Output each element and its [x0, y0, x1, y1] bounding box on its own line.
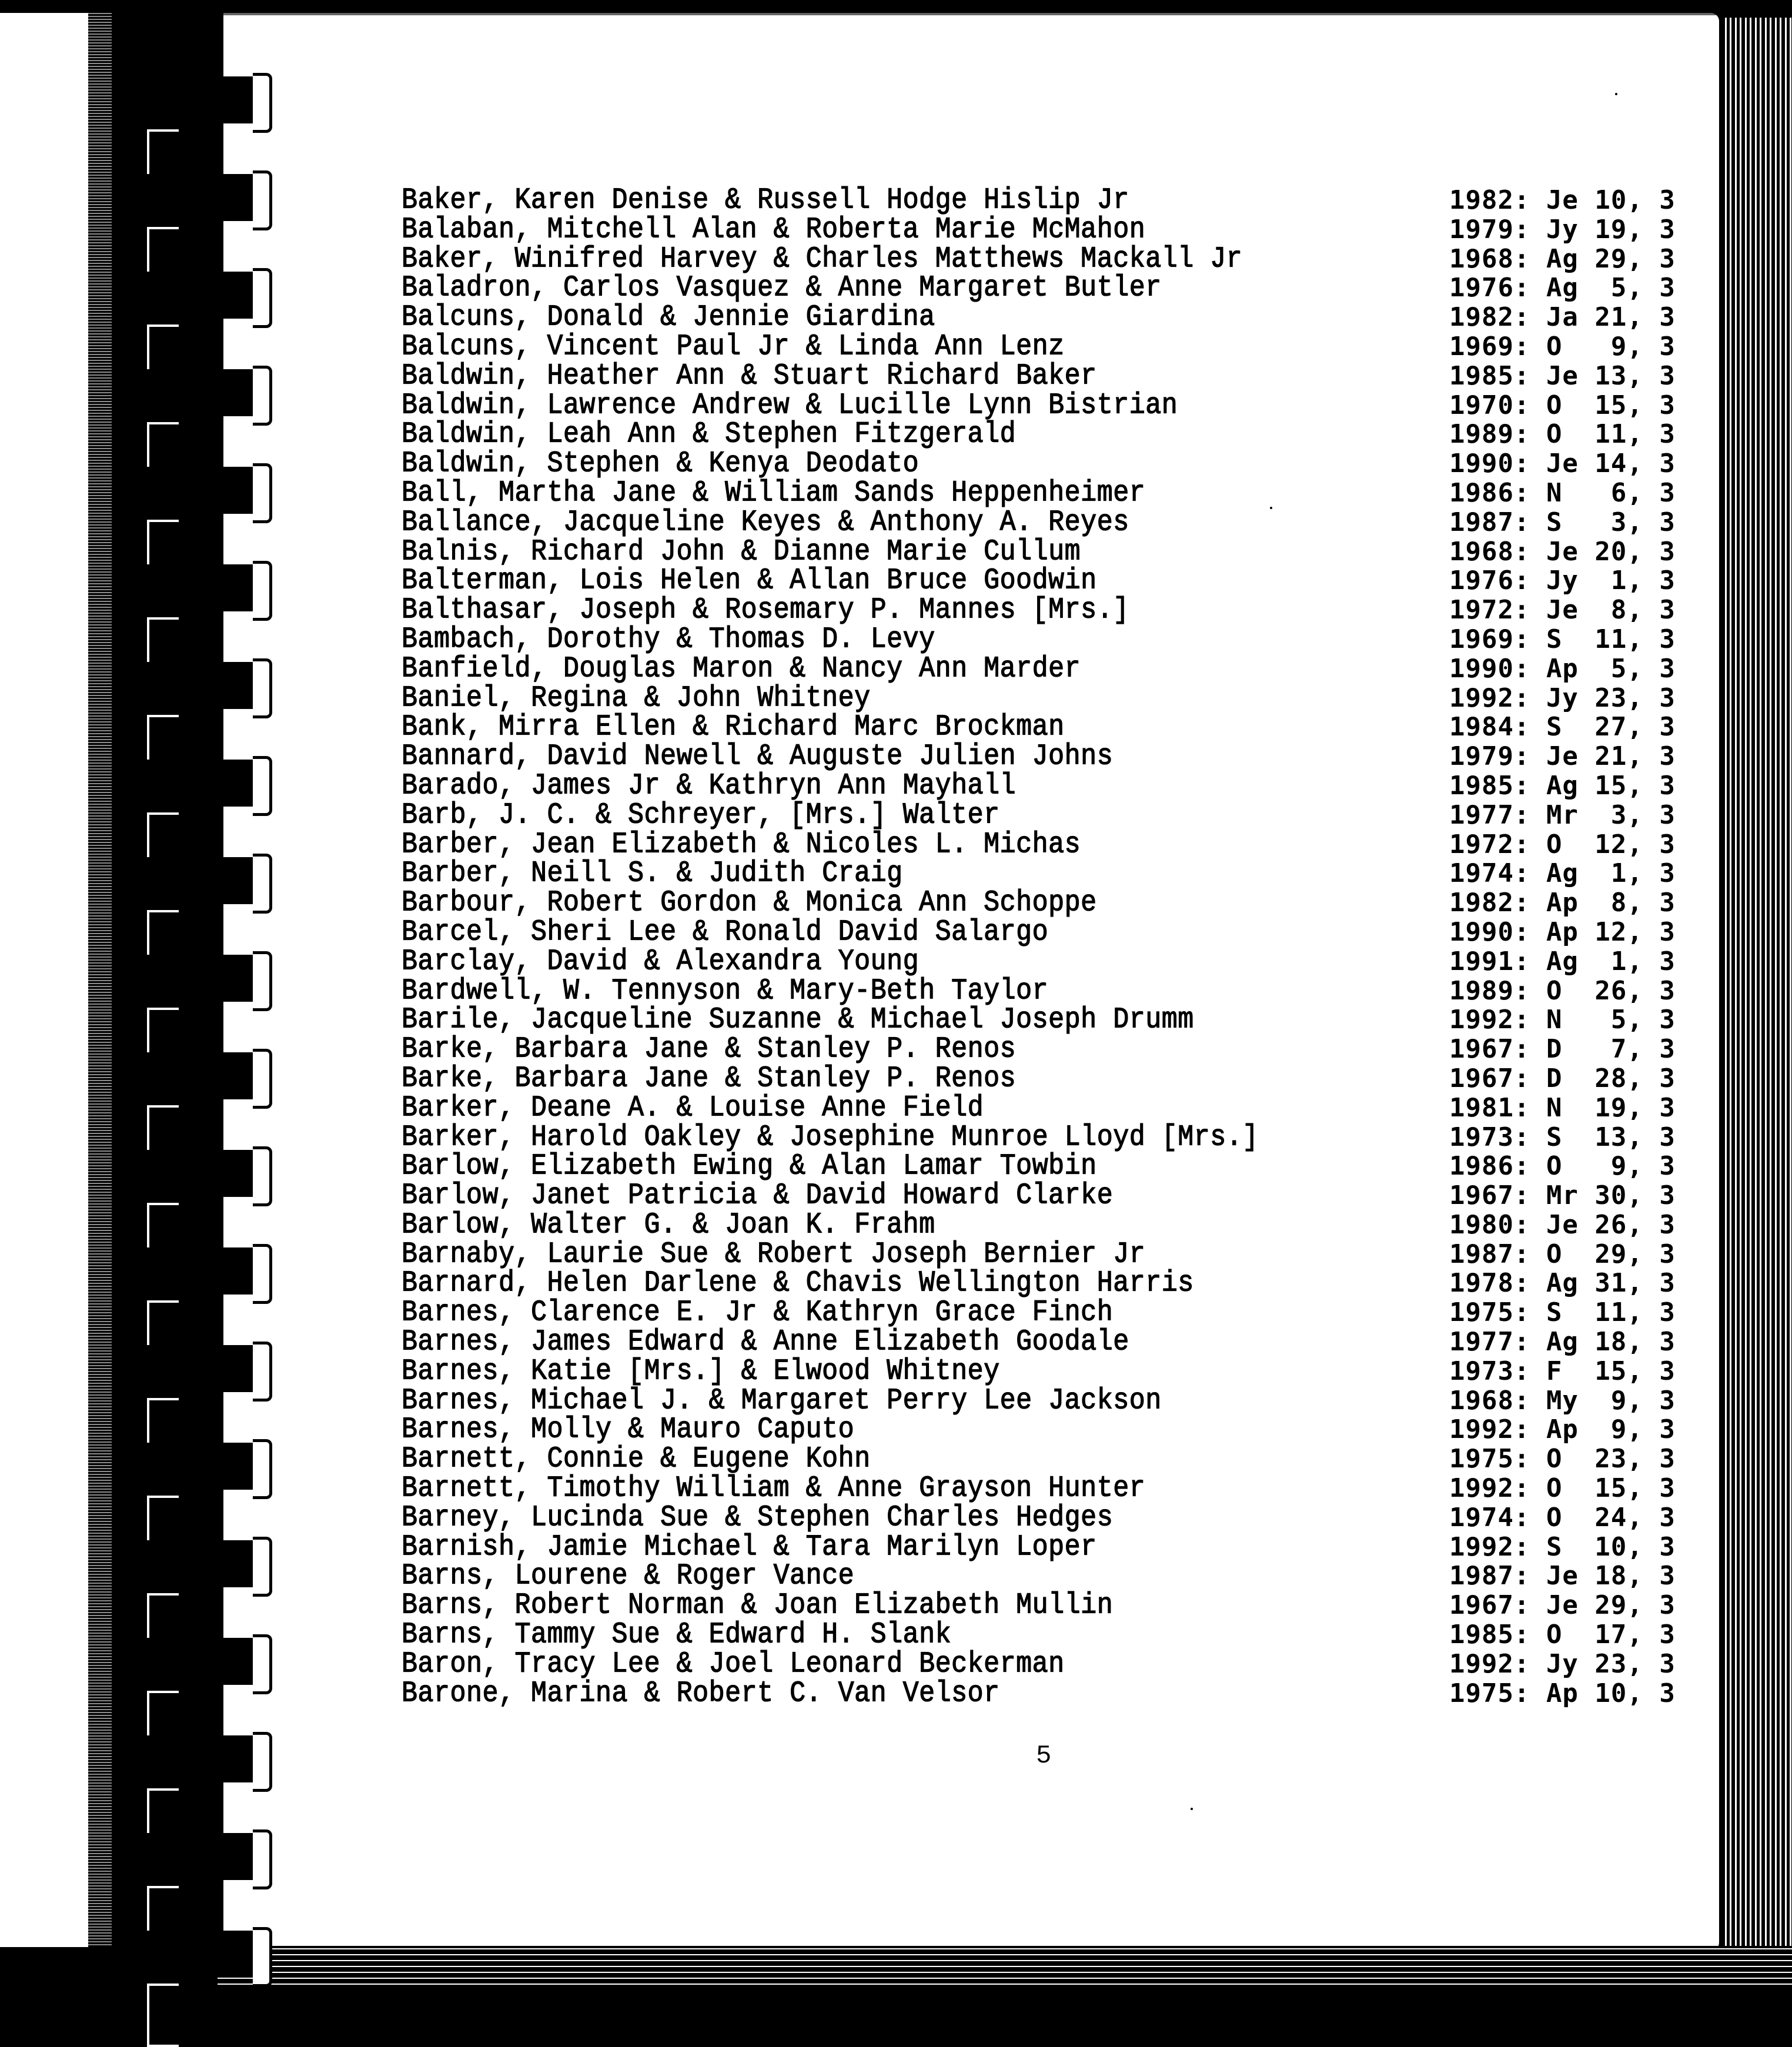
index-entry [402, 1324, 1719, 1359]
coil-loop [253, 1537, 272, 1597]
coil-loop [253, 1244, 272, 1304]
index-entry [402, 768, 1719, 802]
entry-date-reference: 1975: S 11, 3 [1449, 1297, 1676, 1328]
coil-loop [253, 561, 272, 621]
entry-date-reference: 1972: O 12, 3 [1449, 829, 1676, 859]
index-entry [402, 1210, 1719, 1240]
binding-coil-icon [135, 955, 265, 1002]
entry-date-reference: 1990: Ap 12, 3 [1449, 917, 1676, 947]
index-entry [402, 1149, 1719, 1183]
entry-names: Barke, Barbara Jane & Stanley P. Renos [402, 1061, 1017, 1095]
index-entry [402, 593, 1719, 627]
entry-date-reference: 1978: Ag 31, 3 [1449, 1268, 1676, 1299]
index-entry [402, 1617, 1719, 1652]
entry-names: Barnaby, Laurie Sue & Robert Joseph Bernier Jr [402, 1237, 1146, 1271]
entry-names: Barnish, Jamie Michael & Tara Marilyn Loper [402, 1530, 1097, 1564]
entry-names: Barker, Deane A. & Louise Anne Field [402, 1091, 984, 1125]
entry-date-reference: 1986: N 6, 3 [1449, 477, 1676, 508]
scanner-bed-margin [0, 13, 88, 1947]
index-entry [402, 944, 1719, 978]
entry-date-reference: 1977: Mr 3, 3 [1449, 800, 1676, 830]
entry-names: Barnett, Timothy William & Anne Grayson Hunter [402, 1471, 1146, 1506]
binding-coil-icon [135, 760, 265, 807]
entry-names: Barclay, David & Alexandra Young [402, 944, 920, 978]
entry-names: Bank, Mirra Ellen & Richard Marc Brockman [402, 710, 1065, 744]
binding-coil-icon [135, 1735, 265, 1782]
coil-bar [135, 1247, 265, 1295]
entry-names: Barile, Jacqueline Suzanne & Michael Joseph Drumm [402, 1003, 1194, 1037]
coil-bar [135, 662, 265, 709]
index-entry [402, 566, 1719, 596]
entry-date-reference: 1967: Je 29, 3 [1449, 1590, 1676, 1621]
binding-coil-icon [135, 1833, 265, 1880]
entry-names: Balaban, Mitchell Alan & Roberta Marie McMahon [402, 212, 1146, 246]
index-entry [402, 1061, 1719, 1095]
index-entry [402, 1444, 1719, 1474]
entry-date-reference: 1967: D 7, 3 [1449, 1034, 1676, 1065]
index-entry [402, 1032, 1719, 1066]
coil-loop [253, 1927, 272, 1987]
coil-bar [135, 1638, 265, 1685]
entry-names: Barnard, Helen Darlene & Chavis Wellington Harris [402, 1266, 1194, 1300]
entry-date-reference: 1992: N 5, 3 [1449, 1005, 1676, 1035]
page-stack-right-edge [1721, 18, 1792, 1958]
coil-loop [253, 854, 272, 914]
binding-coil-icon [135, 369, 265, 416]
entry-date-reference: 1992: Ap 9, 3 [1449, 1414, 1676, 1445]
index-entry [402, 1120, 1719, 1154]
entry-names: Barnett, Connie & Eugene Kohn [402, 1442, 871, 1476]
entry-date-reference: 1979: Je 21, 3 [1449, 741, 1676, 772]
coil-loop [253, 1829, 272, 1889]
entry-date-reference: 1987: Je 18, 3 [1449, 1561, 1676, 1591]
coil-loop [253, 1146, 272, 1206]
binding-coil-icon [135, 857, 265, 904]
coil-bar [135, 1443, 265, 1490]
entry-date-reference: 1974: O 24, 3 [1449, 1502, 1676, 1533]
entry-date-reference: 1975: Ap 10, 3 [1449, 1678, 1676, 1708]
index-entry [402, 1530, 1719, 1564]
index-entry [402, 300, 1719, 335]
binding-coil-icon [135, 76, 265, 123]
binding-coil-icon [135, 1345, 265, 1392]
entry-date-reference: 1986: O 9, 3 [1449, 1151, 1676, 1182]
coil-bar [135, 1345, 265, 1392]
entry-date-reference: 1989: O 11, 3 [1449, 419, 1676, 450]
entry-names: Barns, Lourene & Roger Vance [402, 1559, 855, 1593]
coil-bar [135, 1540, 265, 1587]
coil-loop [253, 1439, 272, 1499]
entry-date-reference: 1985: Ag 15, 3 [1449, 770, 1676, 801]
index-entry [402, 534, 1719, 568]
index-entry [402, 888, 1719, 918]
index-entry [402, 1093, 1719, 1123]
entry-names: Barlow, Janet Patricia & David Howard Clarke [402, 1178, 1114, 1213]
coil-bar [135, 272, 265, 319]
index-entry [402, 651, 1719, 685]
entry-names: Barnes, James Edward & Anne Elizabeth Goodale [402, 1324, 1129, 1359]
index-entry [402, 1178, 1719, 1213]
coil-inner-outline [147, 1984, 179, 2047]
entry-names: Bannard, David Newell & Auguste Julien Johns [402, 740, 1114, 774]
binding-coil-icon [135, 1540, 265, 1587]
entry-names: Baladron, Carlos Vasquez & Anne Margaret Butler [402, 271, 1162, 305]
coil-loop [253, 1049, 272, 1109]
coil-loop [253, 170, 272, 230]
entry-date-reference: 1987: O 29, 3 [1449, 1239, 1676, 1269]
coil-loop [253, 268, 272, 328]
index-entry [402, 242, 1719, 276]
index-entry [402, 827, 1719, 861]
index-entry [402, 1588, 1719, 1623]
index-entry-list [402, 183, 1719, 1710]
coil-bar [135, 955, 265, 1002]
entry-date-reference: 1976: Jy 1, 3 [1449, 566, 1676, 596]
entry-date-reference: 1967: Mr 30, 3 [1449, 1180, 1676, 1211]
binding-coil-icon [135, 272, 265, 319]
entry-date-reference: 1969: S 11, 3 [1449, 624, 1676, 654]
entry-names: Barcel, Sheri Lee & Ronald David Salargo [402, 915, 1049, 949]
index-entry [402, 1413, 1719, 1447]
coil-loop [253, 658, 272, 718]
entry-names: Barado, James Jr & Kathryn Ann Mayhall [402, 768, 1017, 802]
index-entry [402, 329, 1719, 363]
coil-loop [253, 366, 272, 426]
index-entry [402, 417, 1719, 451]
entry-date-reference: 1977: Ag 18, 3 [1449, 1327, 1676, 1357]
entry-names: Barlow, Elizabeth Ewing & Alan Lamar Towbin [402, 1149, 1097, 1183]
coil-bar [135, 1833, 265, 1880]
coil-loop [253, 756, 272, 816]
entry-date-reference: 1968: Ag 29, 3 [1449, 243, 1676, 274]
entry-names: Barbour, Robert Gordon & Monica Ann Schoppe [402, 886, 1097, 920]
entry-date-reference: 1975: O 23, 3 [1449, 1444, 1676, 1474]
binding-shadow [88, 13, 112, 1947]
binding-coil-icon [135, 1931, 265, 1978]
entry-names: Barnes, Clarence E. Jr & Kathryn Grace Finch [402, 1296, 1114, 1330]
entry-names: Barb, J. C. & Schreyer, [Mrs.] Walter [402, 798, 1000, 832]
entry-names: Baldwin, Lawrence Andrew & Lucille Lynn Bistrian [402, 388, 1178, 422]
coil-loop [253, 463, 272, 523]
entry-date-reference: 1976: Ag 5, 3 [1449, 273, 1676, 303]
binding-coil-icon [135, 1638, 265, 1685]
index-entry [402, 1647, 1719, 1681]
scan-speck [1191, 1808, 1193, 1810]
index-entry [402, 183, 1719, 218]
coil-loop [253, 1634, 272, 1694]
index-entry [402, 915, 1719, 949]
coil-bar [135, 857, 265, 904]
entry-names: Barker, Harold Oakley & Josephine Munroe Lloyd [Mrs.] [402, 1120, 1259, 1154]
index-entry [402, 388, 1719, 422]
coil-bar [135, 76, 265, 123]
entry-names: Baniel, Regina & John Whitney [402, 681, 871, 715]
coil-loop [253, 1342, 272, 1402]
entry-date-reference: 1992: Jy 23, 3 [1449, 1648, 1676, 1679]
index-entry [402, 1266, 1719, 1300]
index-entry [402, 1471, 1719, 1506]
entry-names: Baker, Karen Denise & Russell Hodge Hislip Jr [402, 183, 1129, 218]
page-number: 5 [1036, 1741, 1052, 1771]
entry-names: Balnis, Richard John & Dianne Marie Cullum [402, 534, 1081, 568]
entry-names: Baldwin, Stephen & Kenya Deodato [402, 447, 920, 481]
coil-bar [135, 1052, 265, 1099]
entry-date-reference: 1992: Jy 23, 3 [1449, 683, 1676, 713]
entry-date-reference: 1990: Ap 5, 3 [1449, 653, 1676, 684]
entry-date-reference: 1967: D 28, 3 [1449, 1063, 1676, 1093]
entry-names: Barns, Tammy Sue & Edward H. Slank [402, 1617, 952, 1652]
binding-coil-icon [135, 662, 265, 709]
coil-loop [253, 951, 272, 1011]
index-entry [402, 1296, 1719, 1330]
entry-date-reference: 1985: O 17, 3 [1449, 1620, 1676, 1650]
entry-date-reference: 1992: S 10, 3 [1449, 1531, 1676, 1562]
coil-bar [135, 1150, 265, 1197]
entry-names: Balthasar, Joseph & Rosemary P. Mannes [Mrs.] [402, 593, 1129, 627]
index-entry [402, 1005, 1719, 1035]
entry-names: Bardwell, W. Tennyson & Mary-Beth Taylor [402, 974, 1049, 1008]
binding-coil-icon [135, 1052, 265, 1099]
entry-names: Ballance, Jacqueline Keyes & Anthony A. Reyes [402, 505, 1129, 539]
index-entry [402, 1676, 1719, 1710]
entry-date-reference: 1982: Ap 8, 3 [1449, 888, 1676, 918]
index-entry [402, 622, 1719, 656]
scan-speck [1615, 93, 1617, 95]
entry-names: Barns, Robert Norman & Joan Elizabeth Mullin [402, 1588, 1114, 1623]
binding-coil-icon [135, 467, 265, 514]
entry-date-reference: 1989: O 26, 3 [1449, 975, 1676, 1006]
entry-names: Ball, Martha Jane & William Sands Heppenheimer [402, 476, 1146, 510]
entry-names: Baldwin, Leah Ann & Stephen Fitzgerald [402, 417, 1017, 451]
index-entry [402, 1500, 1719, 1534]
entry-date-reference: 1980: Je 26, 3 [1449, 1209, 1676, 1240]
index-entry [402, 740, 1719, 774]
index-entry [402, 1561, 1719, 1591]
page-top-edge [216, 12, 1719, 15]
entry-date-reference: 1973: S 13, 3 [1449, 1122, 1676, 1152]
binding-coil-icon [135, 1150, 265, 1197]
index-entry [402, 976, 1719, 1006]
binding-coil-icon [135, 564, 265, 611]
entry-names: Barnes, Molly & Mauro Caputo [402, 1413, 855, 1447]
coil-bar [135, 1931, 265, 1978]
page-stack-bottom-edge [218, 1946, 1792, 1987]
entry-date-reference: 1973: F 15, 3 [1449, 1356, 1676, 1386]
entry-names: Baron, Tracy Lee & Joel Leonard Beckerman [402, 1647, 1065, 1681]
coil-bar [135, 1735, 265, 1782]
entry-date-reference: 1991: Ag 1, 3 [1449, 946, 1676, 976]
entry-date-reference: 1981: N 19, 3 [1449, 1092, 1676, 1123]
entry-date-reference: 1969: O 9, 3 [1449, 331, 1676, 362]
entry-date-reference: 1982: Ja 21, 3 [1449, 302, 1676, 333]
scan-speck [1270, 507, 1272, 509]
index-entry [402, 681, 1719, 715]
index-entry [402, 273, 1719, 303]
entry-date-reference: 1972: Je 8, 3 [1449, 595, 1676, 626]
entry-names: Barnes, Katie [Mrs.] & Elwood Whitney [402, 1354, 1000, 1388]
entry-date-reference: 1992: O 15, 3 [1449, 1473, 1676, 1504]
coil-bar [135, 174, 265, 221]
index-entry [402, 1237, 1719, 1271]
entry-names: Barone, Marina & Robert C. Van Velsor [402, 1676, 1000, 1710]
entry-date-reference: 1968: Je 20, 3 [1449, 536, 1676, 567]
index-entry [402, 710, 1719, 744]
binding-coil-icon [135, 1443, 265, 1490]
entry-names: Balcuns, Donald & Jennie Giardina [402, 300, 935, 335]
entry-date-reference: 1968: My 9, 3 [1449, 1385, 1676, 1416]
entry-names: Bambach, Dorothy & Thomas D. Levy [402, 622, 935, 656]
entry-names: Baker, Winifred Harvey & Charles Matthews Mackall Jr [402, 242, 1243, 276]
coil-bar [135, 564, 265, 611]
index-entry [402, 476, 1719, 510]
binding-coil-icon [135, 1247, 265, 1295]
entry-date-reference: 1970: O 15, 3 [1449, 390, 1676, 420]
entry-names: Barber, Neill S. & Judith Craig [402, 857, 903, 891]
entry-names: Barney, Lucinda Sue & Stephen Charles Hedges [402, 1500, 1114, 1534]
coil-bar [135, 760, 265, 807]
entry-date-reference: 1982: Je 10, 3 [1449, 185, 1676, 215]
entry-names: Banfield, Douglas Maron & Nancy Ann Marder [402, 651, 1081, 685]
index-entry [402, 449, 1719, 479]
index-entry [402, 505, 1719, 539]
entry-date-reference: 1984: S 27, 3 [1449, 712, 1676, 742]
entry-date-reference: 1979: Jy 19, 3 [1449, 214, 1676, 245]
index-entry [402, 212, 1719, 246]
entry-names: Barnes, Michael J. & Margaret Perry Lee Jackson [402, 1383, 1162, 1417]
entry-date-reference: 1987: S 3, 3 [1449, 507, 1676, 537]
coil-bar [135, 369, 265, 416]
binding-coil-icon [135, 174, 265, 221]
index-entry [402, 1383, 1719, 1417]
index-entry [402, 798, 1719, 832]
coil-loop [253, 1732, 272, 1792]
entry-names: Balterman, Lois Helen & Allan Bruce Goodwin [402, 564, 1097, 598]
entry-names: Baldwin, Heather Ann & Stuart Richard Baker [402, 359, 1097, 393]
coil-bar [135, 467, 265, 514]
entry-names: Barke, Barbara Jane & Stanley P. Renos [402, 1032, 1017, 1066]
entry-date-reference: 1990: Je 14, 3 [1449, 449, 1676, 479]
index-entry [402, 1354, 1719, 1388]
entry-date-reference: 1985: Je 13, 3 [1449, 360, 1676, 391]
entry-names: Barlow, Walter G. & Joan K. Frahm [402, 1208, 935, 1242]
entry-date-reference: 1974: Ag 1, 3 [1449, 858, 1676, 889]
coil-loop [253, 73, 272, 133]
entry-names: Balcuns, Vincent Paul Jr & Linda Ann Lenz [402, 329, 1065, 363]
index-entry [402, 857, 1719, 891]
entry-names: Barber, Jean Elizabeth & Nicoles L. Michas [402, 827, 1081, 861]
index-entry [402, 359, 1719, 393]
